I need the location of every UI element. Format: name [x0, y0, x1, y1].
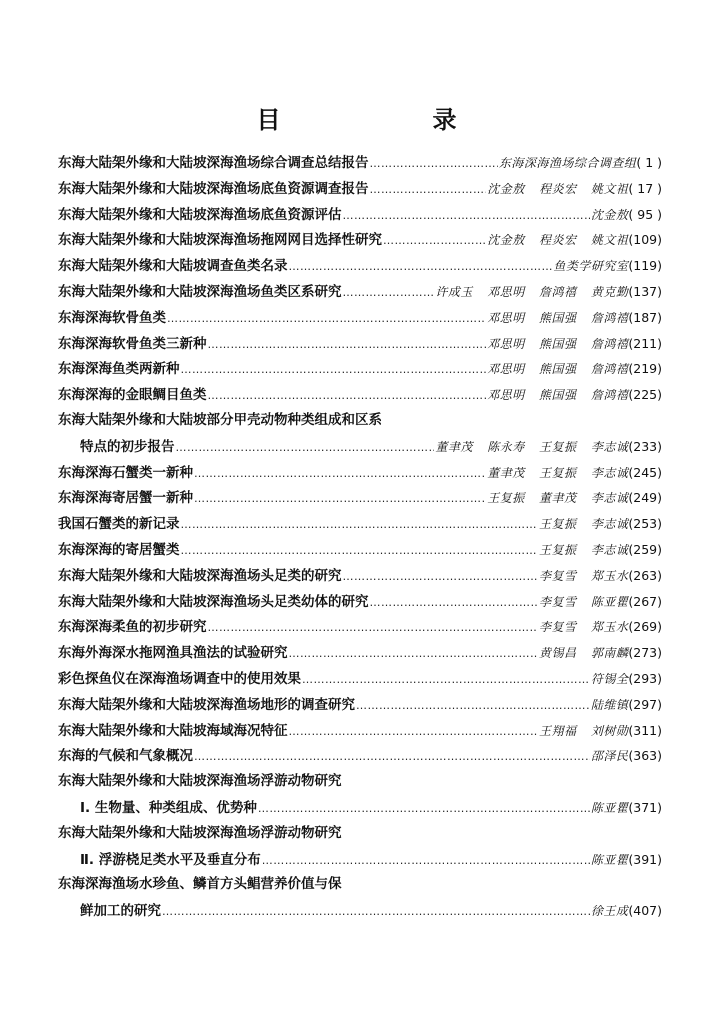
toc-entry-authors: 邓思明 熊国强 詹鸿禧 [487, 388, 629, 403]
toc-entry [58, 769, 662, 795]
toc-entry-authors: 李复雪 陈亚瞿 [539, 594, 629, 609]
toc-entry [58, 227, 662, 253]
page-title: 目 录 [256, 105, 521, 134]
toc-entry-authors: 陈亚瞿 [590, 800, 629, 815]
dot-leader [289, 254, 553, 280]
toc-entry-title: 东海深海鱼类两新种 [58, 361, 180, 378]
toc-entry-page: (211) [628, 335, 662, 351]
dot-leader [343, 564, 539, 590]
toc-entry [58, 795, 662, 821]
toc-entry [58, 872, 662, 898]
toc-entry [58, 640, 662, 666]
toc-entry-authors: 李复雪 郑玉水 [539, 568, 629, 583]
dot-leader [262, 848, 590, 874]
toc-entry-title: 鲜加工的研究 [80, 903, 161, 920]
toc-entry-authors: 董聿茂 陈永寿 王复振 李志诚 [435, 439, 629, 454]
toc-entry-page: (259) [628, 541, 662, 557]
toc-entry-authors: 李复雪 郑玉水 [539, 620, 629, 635]
toc-entry-page: (297) [628, 696, 662, 712]
toc-entry [58, 150, 662, 176]
toc-entry [58, 279, 662, 305]
toc-entry-authors: 董聿茂 王复振 李志诚 [487, 465, 629, 480]
toc-entry-page: (273) [628, 645, 662, 661]
toc-entry-title: 东海深海软骨鱼类三新种 [58, 335, 207, 352]
toc-entry-authors: 沈金敖 程炎宏 姚文祖 [487, 181, 629, 196]
dot-leader [302, 667, 590, 693]
toc-entry [58, 176, 662, 202]
toc-entry [58, 253, 662, 279]
dot-leader [194, 461, 486, 487]
toc-entry-page: (245) [628, 464, 662, 480]
toc-entry-title: 东海深海的寄居蟹类 [58, 541, 180, 558]
toc-entry-authors: 邓思明 熊国强 詹鸿禧 [487, 310, 629, 325]
toc-entry [58, 408, 662, 434]
toc-entry-title: 东海深海寄居蟹一新种 [58, 490, 193, 507]
toc-entry-title: Ⅰ. 生物量、种类组成、优势种 [80, 799, 257, 816]
toc-entry [58, 202, 662, 228]
toc-entry-page: ( 95 ) [628, 206, 662, 222]
dot-leader [162, 899, 590, 925]
toc-entry-title: 东海大陆架外缘和大陆坡深海渔场浮游动物研究 [58, 773, 342, 790]
toc-entry-title: 东海大陆架外缘和大陆坡海域海况特征 [58, 722, 288, 739]
toc-entry [58, 692, 662, 718]
toc-entry-title: 东海大陆架外缘和大陆坡深海渔场底鱼资源调查报告 [58, 180, 369, 197]
toc-entry-title: 东海大陆架外缘和大陆坡深海渔场头足类的研究 [58, 567, 342, 584]
toc-entry-authors: 鱼类学研究室 [553, 259, 629, 274]
toc-entry-page: (407) [628, 903, 662, 919]
toc-entry [58, 589, 662, 615]
dot-leader [356, 693, 590, 719]
dot-leader [208, 332, 487, 358]
toc-entry-title: 我国石蟹类的新记录 [58, 516, 180, 533]
dot-leader [208, 615, 539, 641]
dot-leader [181, 357, 487, 383]
toc-entry-authors: 沈金敖 [590, 207, 629, 222]
table-of-contents [58, 150, 662, 924]
toc-entry-authors: 沈金敖 程炎宏 姚文祖 [487, 233, 629, 248]
toc-entry-title: 彩色探鱼仪在深海渔场调查中的使用效果 [58, 670, 301, 687]
toc-entry-page: (263) [628, 567, 662, 583]
toc-entry [58, 821, 662, 847]
toc-entry [58, 382, 662, 408]
dot-leader [194, 744, 590, 770]
dot-leader [181, 538, 539, 564]
dot-leader [370, 590, 539, 616]
toc-entry-page: ( 17 ) [628, 180, 662, 196]
toc-entry-page: (391) [628, 851, 662, 867]
toc-entry-authors: 徐王成 [590, 904, 629, 919]
toc-entry-page: (219) [628, 361, 662, 377]
dot-leader [176, 435, 435, 461]
dot-leader [289, 641, 539, 667]
dot-leader [383, 228, 486, 254]
toc-entry-page: (109) [628, 232, 662, 248]
toc-entry-authors: 王复振 李志诚 [539, 517, 629, 532]
toc-entry [58, 537, 662, 563]
dot-leader [370, 151, 498, 177]
dot-leader [258, 796, 590, 822]
toc-entry [58, 485, 662, 511]
toc-entry-title: 东海大陆架外缘和大陆坡深海渔场头足类幼体的研究 [58, 593, 369, 610]
toc-entry [58, 743, 662, 769]
toc-entry-title: 东海大陆架外缘和大陆坡深海渔场鱼类区系研究 [58, 283, 342, 300]
toc-entry-title: 特点的初步报告 [80, 438, 175, 455]
toc-entry [58, 511, 662, 537]
dot-leader [194, 486, 486, 512]
dot-leader [208, 383, 487, 409]
toc-entry-title: 东海大陆架外缘和大陆坡部分甲壳动物种类组成和区系 [58, 411, 382, 428]
toc-entry [58, 666, 662, 692]
toc-entry-authors: 陆维镇 [590, 697, 629, 712]
toc-entry-authors: 王翔福 刘树勋 [539, 723, 629, 738]
toc-entry-authors: 陈亚瞿 [590, 852, 629, 867]
toc-entry-page: (225) [628, 387, 662, 403]
toc-entry-title: 东海深海的金眼鲷目鱼类 [58, 387, 207, 404]
toc-entry-page: (269) [628, 619, 662, 635]
toc-entry-authors: 东海深海渔场综合调查组 [498, 156, 637, 170]
toc-entry-page: (119) [628, 258, 662, 274]
toc-entry-title: 东海的气候和气象概况 [58, 748, 193, 765]
toc-entry-title: 东海深海渔场水珍鱼、鳞首方头鲳营养价值与保 [58, 876, 342, 893]
toc-entry-authors: 邵泽民 [590, 749, 629, 764]
toc-entry-authors: 王复振 董聿茂 李志诚 [487, 491, 629, 506]
toc-entry [58, 356, 662, 382]
toc-entry-page: (311) [628, 722, 662, 738]
toc-entry-title: 东海深海石蟹类一新种 [58, 464, 193, 481]
toc-entry-authors: 符锡全 [590, 671, 629, 686]
toc-entry-title: 东海大陆架外缘和大陆坡深海渔场综合调查总结报告 [58, 155, 369, 171]
toc-entry-page: (253) [628, 516, 662, 532]
toc-entry-page: (249) [628, 490, 662, 506]
toc-entry-authors: 王复振 李志诚 [539, 542, 629, 557]
toc-entry-authors: 许成玉 邓思明 詹鸿禧 黄克勤 [435, 284, 629, 299]
toc-entry-page: ( 1 ) [636, 155, 662, 170]
toc-entry-page: (137) [628, 283, 662, 299]
toc-entry-page: (187) [628, 309, 662, 325]
toc-entry-page: (267) [628, 593, 662, 609]
toc-entry [58, 898, 662, 924]
toc-entry-page: (371) [628, 799, 662, 815]
toc-entry [58, 331, 662, 357]
toc-entry [58, 563, 662, 589]
toc-entry [58, 305, 662, 331]
toc-entry-title: 东海大陆架外缘和大陆坡深海渔场底鱼资源评估 [58, 206, 342, 223]
toc-entry-title: 东海大陆架外缘和大陆坡深海渔场地形的调查研究 [58, 696, 355, 713]
toc-entry-title: 东海深海柔鱼的初步研究 [58, 619, 207, 636]
dot-leader [167, 306, 486, 332]
dot-leader [181, 512, 539, 538]
toc-entry-page: (363) [628, 748, 662, 764]
toc-entry [58, 847, 662, 873]
toc-entry-title: 东海大陆架外缘和大陆坡深海渔场拖网网目选择性研究 [58, 232, 382, 249]
dot-leader [343, 203, 590, 229]
toc-entry-authors: 黄锡昌 郭南麟 [539, 646, 629, 661]
toc-entry [58, 614, 662, 640]
toc-entry-authors: 邓思明 熊国强 詹鸿禧 [487, 336, 629, 351]
toc-entry-title: 东海大陆架外缘和大陆坡深海渔场浮游动物研究 [58, 824, 342, 841]
toc-entry-title: 东海深海软骨鱼类 [58, 309, 166, 326]
toc-entry [58, 434, 662, 460]
dot-leader [343, 280, 435, 306]
toc-entry [58, 718, 662, 744]
toc-entry-page: (293) [628, 670, 662, 686]
toc-entry-page: (233) [628, 438, 662, 454]
toc-entry [58, 460, 662, 486]
dot-leader [370, 177, 487, 203]
toc-entry-title: 东海外海深水拖网渔具渔法的试验研究 [58, 645, 288, 662]
toc-entry-title: Ⅱ. 浮游桡足类水平及垂直分布 [80, 851, 261, 868]
toc-entry-authors: 邓思明 熊国强 詹鸿禧 [487, 362, 629, 377]
dot-leader [289, 719, 539, 745]
toc-entry-title: 东海大陆架外缘和大陆坡调查鱼类名录 [58, 258, 288, 275]
